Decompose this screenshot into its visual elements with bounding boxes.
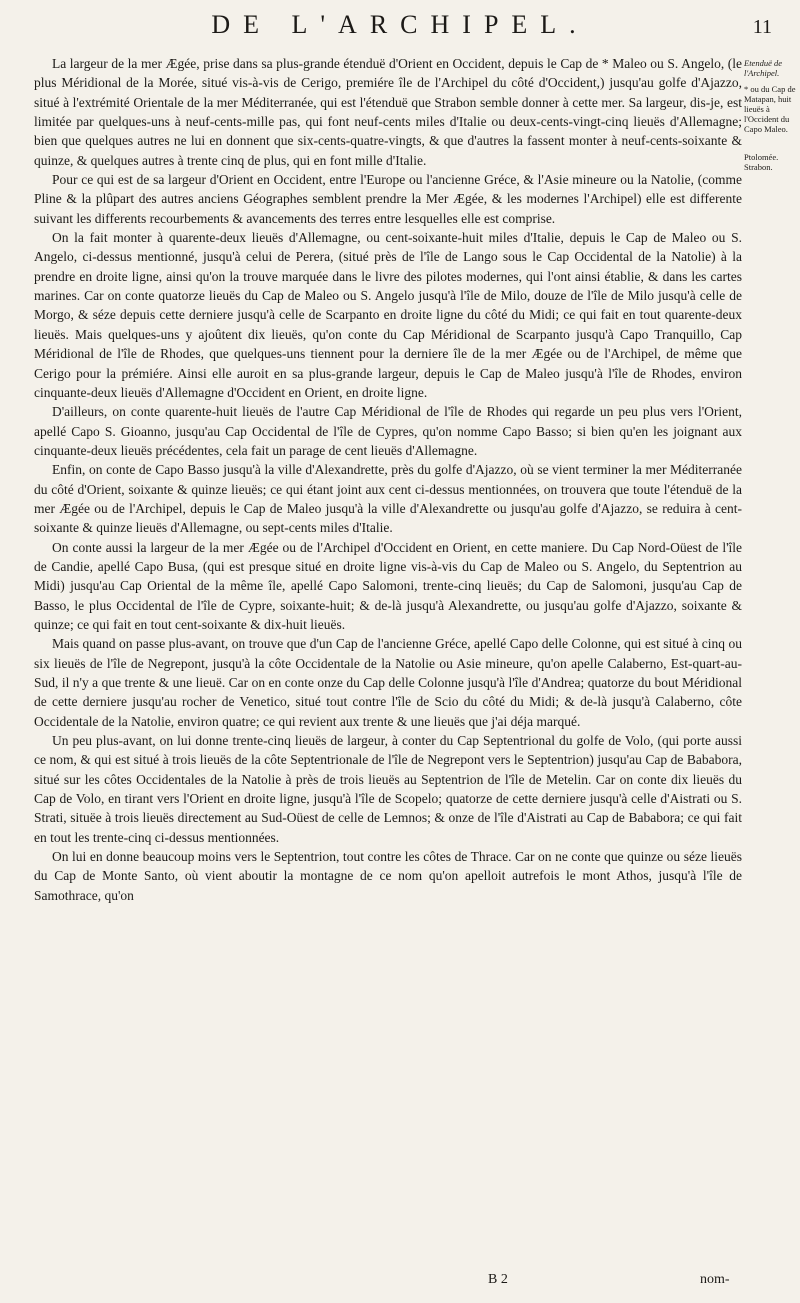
paragraph: On la fait monter à quarente-deux lieuës d'Allemagne, ou cent-soixante-huit miles d'Italie, depuis le Cap de Maleo ou S. Angelo, ci-dessus mentionné, jusqu'à celui de Perera, (situé près de l'île de Lango sous le Cap Occidental de la Natolie) à la prendre en droite ligne, ainsi qu'on la trouve marquée dans le livre des pilotes modernes, qui l'ont ainsi établie, & dans les cartes marines. Car on conte quatorze lieuës du Cap de Maleo ou S. Angelo jusqu'à l'île de Milo, douze de l'île de Milo jusqu'à celle de Morgo, & séze depuis cette derniere jusqu'à celle de Scarpanto en droite ligne du côté du Midi; ce qui fait en tout quarente-deux lieuës. Mais quelques-uns y ajoûtent dix lieuës, qu'on conte du Cap Méridional de Scarpanto jusqu'à Capo Tranquillo, Cap Méridional de l'île de Rhodes, que quelques-uns tiennent pour la derniere île de la mer Ægée ou de l'Archipel, de même que Cerigo pour la prémiére. Ainsi elle auroit en sa plus-grande largeur, depuis le Cap de Maleo jusqu'à l'île de Rhodes, environ cinquante-deux lieuës d'Allemagne d'Occident en Orient, en droite ligne.: [34, 230, 742, 400]
main-text: [34, 54, 742, 905]
paragraph: Un peu plus-avant, on lui donne trente-cinq lieuës de largeur, à conter du Cap Septentrional du golfe de Volo, (qui porte aussi ce nom, & qui est situé à trois lieuës de la côte Septentrionale de l'île de Negrepont vers le Septentrion) jusqu'au Cap de Bababora, situé sur les côtes Occidentales de la Natolie à près de trois lieuës au Septentrion de l'île de Metelin. Car on conte dix lieuës du Cap de Volo, en tirant vers l'Orient en droite ligne, jusqu'à l'île de Scopelo; quatorze de cette derniere jusqu'à celle d'Aistrati ou S. Strati, situëe à trois lieuës directement au Sud-Oüest de celle de Lemnos; & onze de l'île d'Aistrati au Cap de Bababora; ce qui fait en tout les trente-cinq ci-dessus mentionnées.: [34, 733, 742, 845]
paragraph: Enfin, on conte de Capo Basso jusqu'à la ville d'Alexandrette, près du golfe d'Ajazzo, où se vient terminer la mer Méditerranée du côté d'Orient, soixante & quinze lieuës; ce qui étant joint aux cent ci-dessus mentionnées, on trouvera que toute l'étenduë de la mer Ægée ou de l'Archipel, depuis le Cap de Maleo jusqu'à la ville d'Alexandrette ou jusqu'au golfe d'Ajazzo, se reduira à cent-soixante & quinze lieuës d'Allemagne, ou sept-cents miles d'Italie.: [34, 462, 742, 536]
margin-note: Etenduë de l'Archipel.: [744, 58, 782, 78]
margin-note: * ou du Cap de Matapan, huit lieuës à l'Occident du Capo Maleo.: [744, 84, 796, 134]
paragraph: D'ailleurs, on conte quarente-huit lieuës de l'autre Cap Méridional de l'île de Rhodes qui regarde un peu plus vers l'Orient, apellé Capo S. Gioanno, jusqu'au Cap Occidental de l'île de Cypres, qu'on nomme Capo Basso; si bien qu'en les joignant aux cinquante-deux lieuës précédentes, cela fait un parage de cent lieuës d'Allemagne.: [34, 404, 742, 458]
catchword: nom-: [700, 1272, 730, 1287]
page-header: [0, 4, 800, 48]
page-number: 11: [752, 16, 772, 38]
paragraph: Mais quand on passe plus-avant, on trouve que d'un Cap de l'ancienne Gréce, apellé Capo delle Colonne, qui est situé à cinq ou six lieuës de l'île de Negrepont, jusqu'à la côte Occidentale de la Natolie ou Asie mineure, qu'on apelle Calaberno, Est-quart-au-Sud, il n'y a que trente & une lieuë. Car on en conte onze du Cap delle Colonne jusqu'à l'île d'Andrea; quatorze du bout Méridional de cette derniere jusqu'au rocher de Venetico, situé tout contre l'île de Scio du côté du Midi; & de-là jusqu'à Calaberno, côte Occidentale de la Natolie, environ quatre; ce qui revient aux trente & une lieuës que j'ai déja marqué.: [34, 636, 742, 729]
running-head: DE L'ARCHIPEL.: [211, 10, 589, 39]
margin-note: Ptolomée. Strabon.: [744, 152, 779, 172]
signature-mark: B 2: [488, 1272, 508, 1287]
margin-notes: [744, 58, 798, 178]
paragraph: Pour ce qui est de sa largeur d'Orient en Occident, entre l'Europe ou l'ancienne Gréce, & l'Asie mineure ou la Natolie, (comme Pline & la plûpart des autres anciens Géographes semblent prendre la Mer Ægée, & les modernes l'Archipel) elle est differente suivant les differents recourbements & avancements des terres entre lesquelles elle est comprise.: [34, 172, 742, 226]
paragraph: La largeur de la mer Ægée, prise dans sa plus-grande étenduë d'Orient en Occident, depuis le Cap de * Maleo ou S. Angelo, (le plus Méridional de la Morée, situé vis-à-vis de Cerigo, premiére île de l'Archipel du côté d'Occident,) jusqu'au golfe d'Ajazzo, situé à l'extrémité Orientale de la mer Méditerranée, qui est l'étenduë que Strabon semble donner à cette mer. Sa largeur, dis-je, est limitée par quelques-uns à neuf-cents-mille pas, qui font neuf-cents miles d'Italie ou deux-cents-vingt-cinq lieuës d'Allemagne; bien que quelques autres ne lui en donnent que six-cents-quatre-vingts, & que d'autres la fassent monter à neuf-cents-soixante & quinze, & quelques autres à trente cinq de plus, qui en font mille d'Italie.: [34, 56, 742, 168]
paragraph: On lui en donne beaucoup moins vers le Septentrion, tout contre les côtes de Thrace. Car on ne conte que quinze ou séze lieuës du Cap de Monte Santo, où vient aboutir la montagne de ce nom qu'on apelloit autrefois le mont Athos, jusqu'à l'île de Samothrace, qu'on: [34, 849, 742, 903]
paragraph: On conte aussi la largeur de la mer Ægée ou de l'Archipel d'Occident en Orient, en cette maniere. Du Cap Nord-Oüest de l'île de Candie, apellé Capo Busa, (qui est presque situé en droite ligne vis-à-vis du Cap de Maleo ou S. Angelo, du Septentrion au Midi) jusqu'au Cap Oriental de la même île, apellé Capo Salomoni, trente-cinq lieuës; du Cap de Salomoni, jusqu'au Cap de Basso, le plus Occidental de l'île de Cypre, soixante-huit; & de-là jusqu'à Alexandrette, ou jusqu'au golfe d'Ajazzo, soixante & quinze; ce qui fait en tout cent-soixante & dix-huit lieuës.: [34, 539, 742, 632]
